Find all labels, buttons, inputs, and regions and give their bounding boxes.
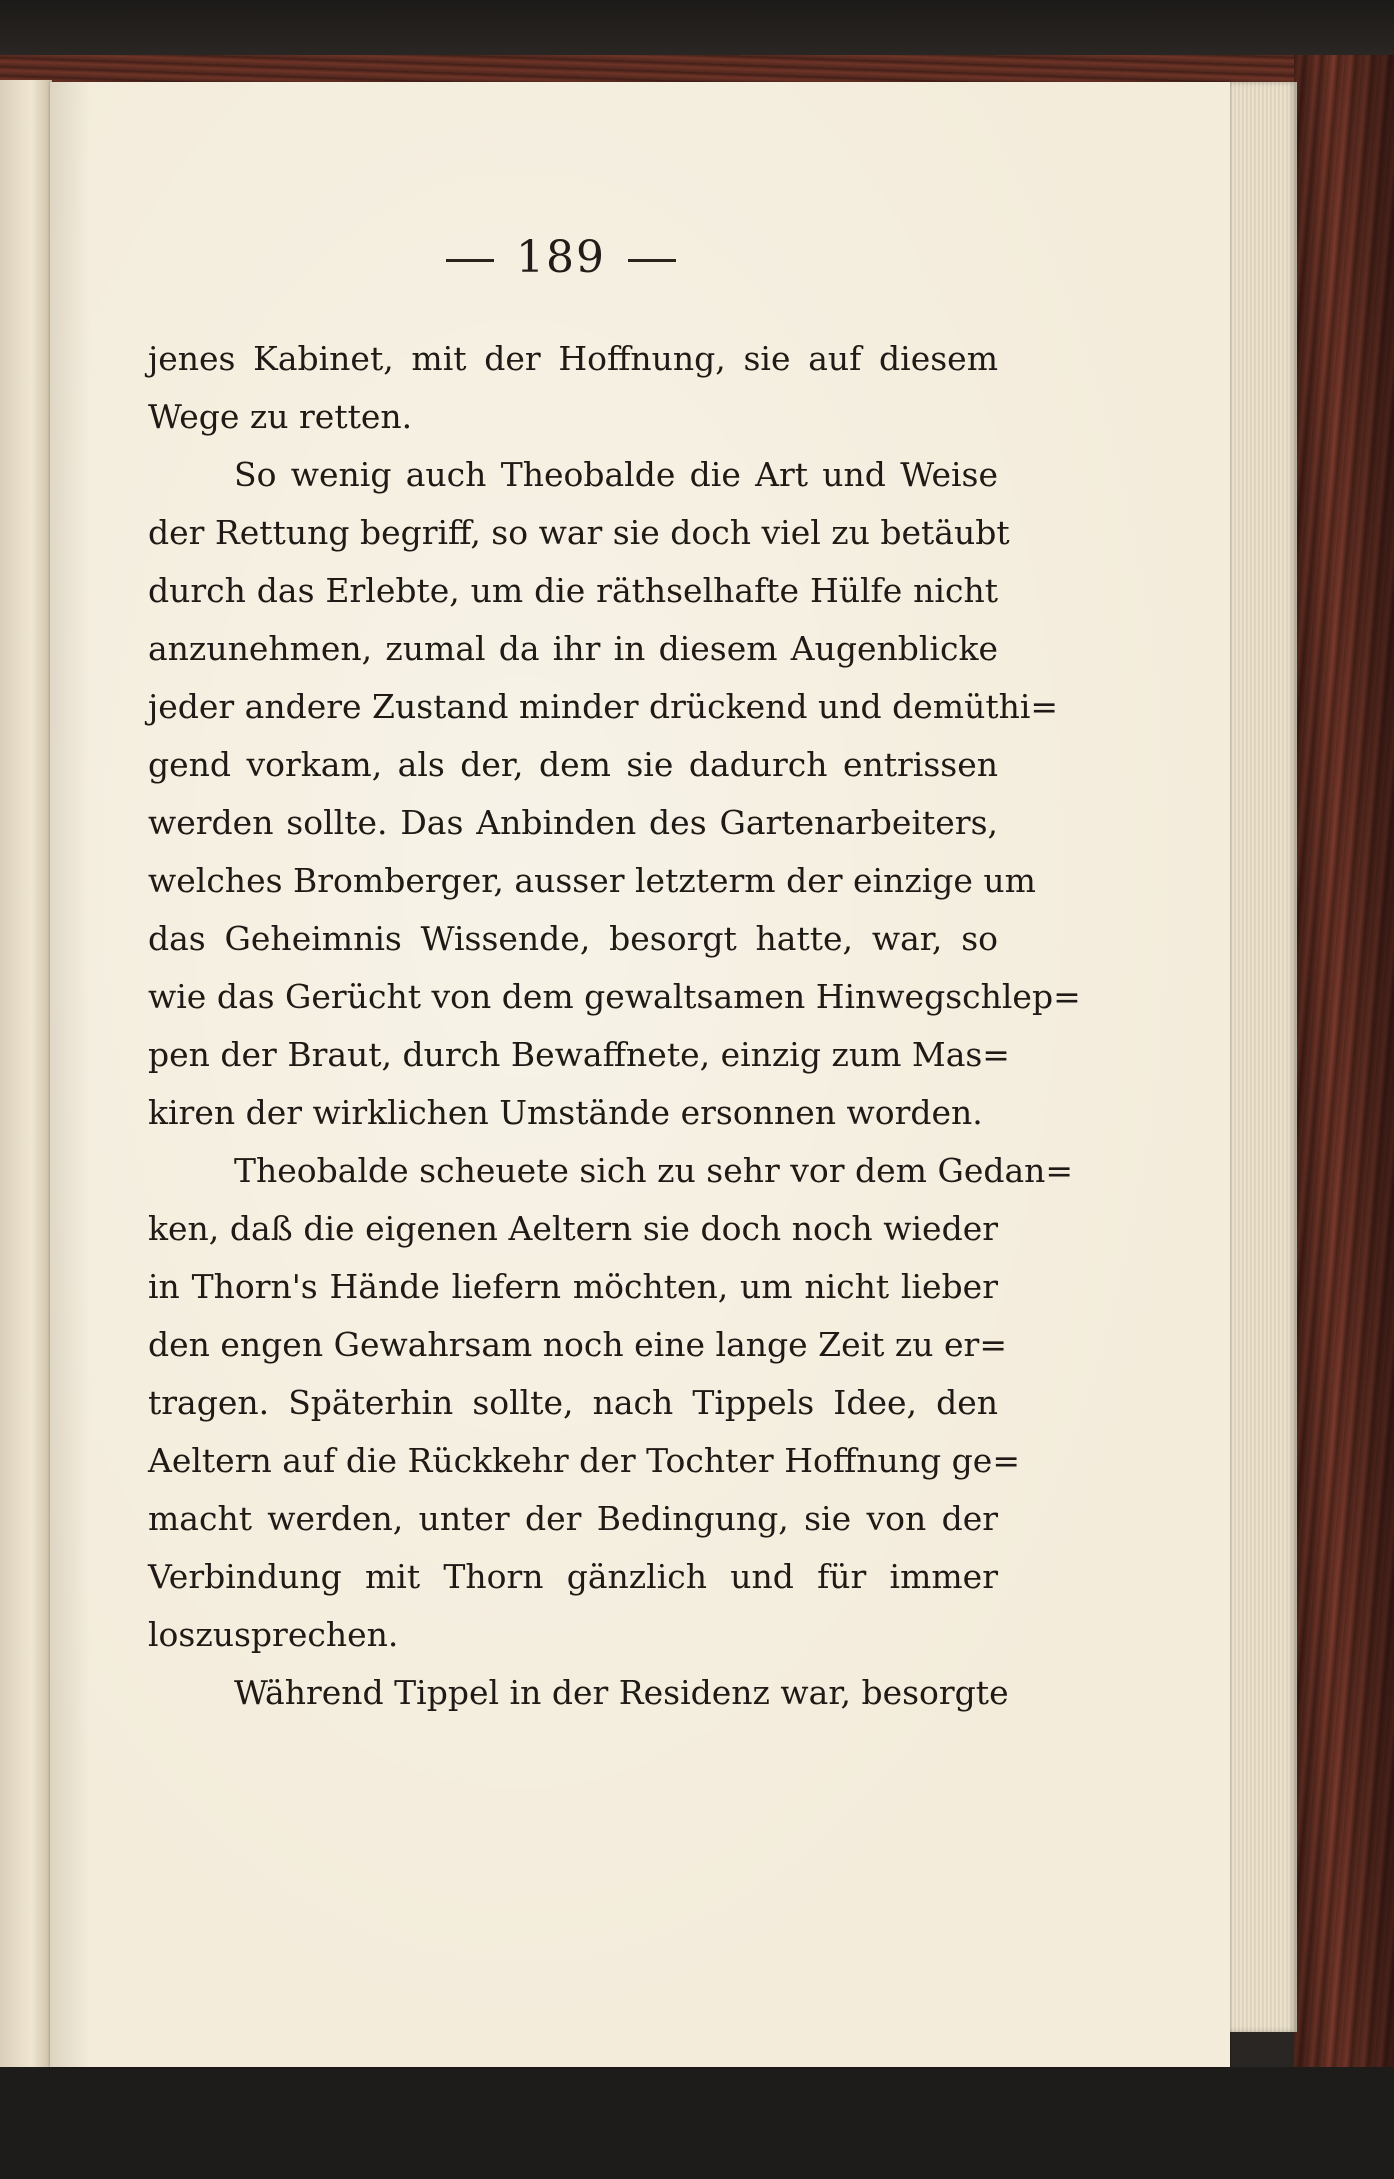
text-line: kiren der wirklichen Umstände ersonnen worden. <box>148 1093 983 1132</box>
text-line: Wege zu retten. <box>148 397 413 436</box>
text-line: welches Bromberger, ausser letzterm der einzige um <box>148 861 1036 900</box>
text-line: das Geheimnis Wissende, besorgt hatte, war, so <box>148 919 998 958</box>
page-number <box>424 232 724 283</box>
text-line: werden sollte. Das Anbinden des Gartenarbeiters, <box>148 803 998 842</box>
text-line: anzunehmen, zumal da ihr in diesem Augenblicke <box>148 629 998 668</box>
text-line: gend vorkam, als der, dem sie dadurch entrissen <box>148 745 998 784</box>
page-number-value: 189 <box>516 232 606 283</box>
text-line: Theobalde scheuete sich zu sehr vor dem Gedan= <box>234 1151 1074 1190</box>
text-line: macht werden, unter der Bedingung, sie von der <box>148 1499 998 1538</box>
text-line: jenes Kabinet, mit der Hoffnung, sie auf diesem <box>148 339 998 378</box>
text-line: Aeltern auf die Rückkehr der Tochter Hoffnung ge= <box>148 1441 1020 1480</box>
page-number-dash-right <box>628 259 676 262</box>
text-line: jeder andere Zustand minder drückend und demüthi= <box>148 687 1059 726</box>
facing-page-edge <box>0 80 52 2140</box>
book-cover-spine <box>1294 55 1394 2179</box>
text-line: So wenig auch Theobalde die Art und Weise <box>234 455 998 494</box>
text-line: Während Tippel in der Residenz war, besorgte <box>234 1673 1009 1712</box>
page-number-dash-left <box>446 259 494 262</box>
text-line: loszusprechen. <box>148 1615 399 1654</box>
text-line: wie das Gerücht von dem gewaltsamen Hinwegschlep= <box>148 977 1081 1016</box>
text-line: pen der Braut, durch Bewaffnete, einzig zum Mas= <box>148 1035 1010 1074</box>
text-line: tragen. Späterhin sollte, nach Tippels Idee, den <box>148 1383 998 1422</box>
text-line: ken, daß die eigenen Aeltern sie doch noch wieder <box>148 1209 998 1248</box>
page-stack-edge <box>1225 82 1297 2032</box>
text-line: den engen Gewahrsam noch eine lange Zeit zu er= <box>148 1325 1007 1364</box>
text-line: Verbindung mit Thorn gänzlich und für immer <box>148 1557 998 1596</box>
text-line: in Thorn's Hände liefern möchten, um nicht lieber <box>148 1267 998 1306</box>
background-bottom <box>0 2067 1394 2179</box>
text-line: der Rettung begriff, so war sie doch viel zu betäubt <box>148 513 1010 552</box>
text-line: durch das Erlebte, um die räthselhafte Hülfe nicht <box>148 571 998 610</box>
